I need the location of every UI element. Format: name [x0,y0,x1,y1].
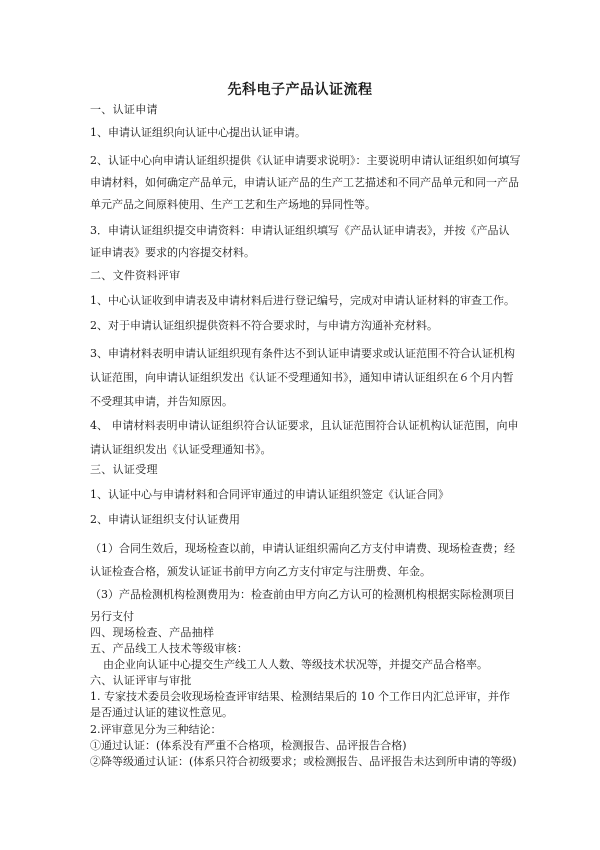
paragraph: （3）产品检测机构检测费用为：检查前由甲方向乙方认可的检测机构根据实际检测项目另行支付 [90,588,515,623]
section-heading-2: 二、文件资料评审 [90,269,181,282]
paragraph: 1、认证中心与申请材料和合同评审通过的申请认证组织签定《认证合同》 [90,488,449,501]
section-heading-1: 一、认证申请 [90,103,158,116]
paragraph: 3．申请认证组织提交申请资料：申请认证组织填写《产品认证申请表》，并按《产品认证申请表》要求的内容提交材料。 [90,224,510,259]
paragraph-indented: 由企业向认证中心提交生产线工人人数、等级技术状况等，并提交产品合格率。 [103,658,488,671]
paragraph: ①通过认证：(体系没有严重不合格项，检测报告、品评报告合格) [90,739,407,752]
paragraph: 2、对于申请认证组织提供资料不符合要求时，与申请方沟通补充材料。 [90,319,438,332]
paragraph: 1. 专家技术委员会收现场检查评审结果、检测结果后的 10 个工作日内汇总评审，并作是否通过认证的建议性意见。 [90,690,510,719]
paragraph: 1、申请认证组织向认证中心提出认证申请。 [90,126,306,139]
paragraph: 4、 申请材料表明申请认证组织符合认证要求，且认证范围符合认证机构认证范围，向申请认证组织发出《认证受理通知书》。 [90,419,519,456]
section-heading-3: 三、认证受理 [90,463,158,476]
section-heading-5: 五、产品线工人技术等级审核： [90,642,249,655]
paragraph: （1）合同生效后，现场检查以前，申请认证组织需向乙方支付申请费、现场检查费；经认证检查合格，颁发认证证书前甲方向乙方支付审定与注册费、年金。 [90,542,515,578]
paragraph: 2、认证中心向申请认证组织提供《认证申请要求说明》：主要说明申请认证组织如何填写申请材料，如何确定产品单元，申请认证产品的生产工艺描述和不同产品单元和同一产品单元产品之间原料使用、生产工艺和生产场地的异同性等。 [90,154,521,211]
paragraph: ②降等级通过认证：(体系只符合初级要求；或检测报告、品评报告未达到所申请的等级) [90,755,517,768]
paragraph: 2、申请认证组织支付认证费用 [90,513,240,526]
section-heading-6: 六、认证评审与审批 [90,674,192,687]
document-title: 先科电子产品认证流程 [227,82,373,98]
paragraph: 1、中心认证收到申请表及申请材料后进行登记编号，完成对申请认证材料的审查工作。 [90,294,515,307]
paragraph: 3、申请材料表明申请认证组织现有条件达不到认证申请要求或认证范围不符合认证机构认证范围，向申请认证组织发出《认证不受理通知书》，通知申请认证组织在６个月内暂不受理其申请，并告知原因。 [90,347,515,408]
section-heading-4: 四、现场检查、产品抽样 [90,626,215,639]
paragraph: 2.评审意见分为三种结论： [90,723,222,736]
